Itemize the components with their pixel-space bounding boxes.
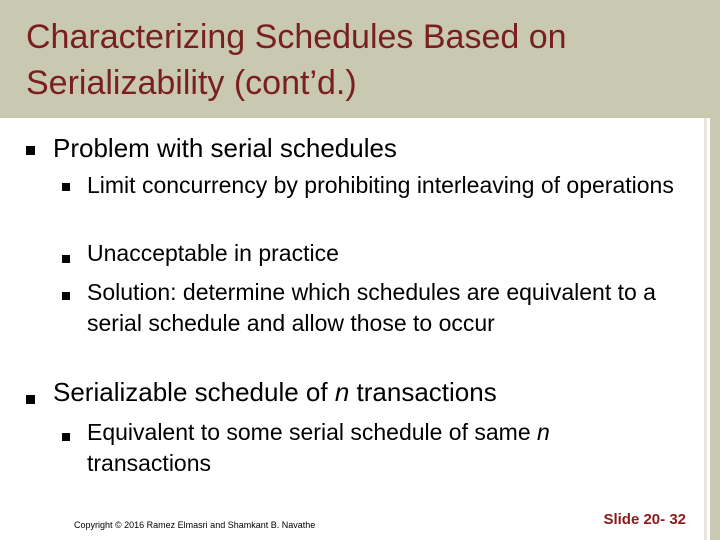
slide-number: Slide 20- 32 [603, 511, 686, 528]
title-line-1: Characterizing Schedules Based on [26, 18, 567, 56]
side-rule [710, 118, 720, 540]
copyright-text: Copyright © 2016 Ramez Elmasri and Shamkant B. Navathe [74, 520, 316, 530]
bullet-2-text-b: transactions [349, 377, 497, 407]
sub-bullet-2-1-italic: n [537, 419, 550, 445]
bullet-square-icon [26, 146, 35, 155]
bullet-1-text: Problem with serial schedules [53, 133, 397, 163]
slide-title [26, 14, 686, 106]
bullet-2-text-a: Serializable schedule of [53, 377, 335, 407]
bullet-square-icon [26, 395, 35, 404]
title-line-2: Serializability (cont’d.) [26, 64, 357, 102]
sub-bullet-square-icon [62, 292, 70, 300]
sub-bullet-2-1-a: Equivalent to some serial schedule of same [87, 419, 538, 445]
bullet-2-text-italic: n [334, 377, 350, 407]
sub-bullet-2-1-b: transactions [87, 450, 212, 476]
sub-bullet-square-icon [62, 183, 70, 191]
sub-bullet-square-icon [62, 255, 70, 263]
side-rule-inner [704, 118, 707, 540]
sub-bullet-square-icon [62, 433, 70, 441]
sub-bullet-2-1 [87, 417, 647, 479]
sub-bullet-1-3: Solution: determine which schedules are equivalent to a serial schedule and allow those to occur [87, 279, 656, 336]
sub-bullet-1-2: Unacceptable in practice [87, 240, 339, 266]
bullet-2-text [53, 377, 497, 407]
sub-bullet-1-1: Limit concurrency by prohibiting interleaving of operations [87, 172, 674, 198]
